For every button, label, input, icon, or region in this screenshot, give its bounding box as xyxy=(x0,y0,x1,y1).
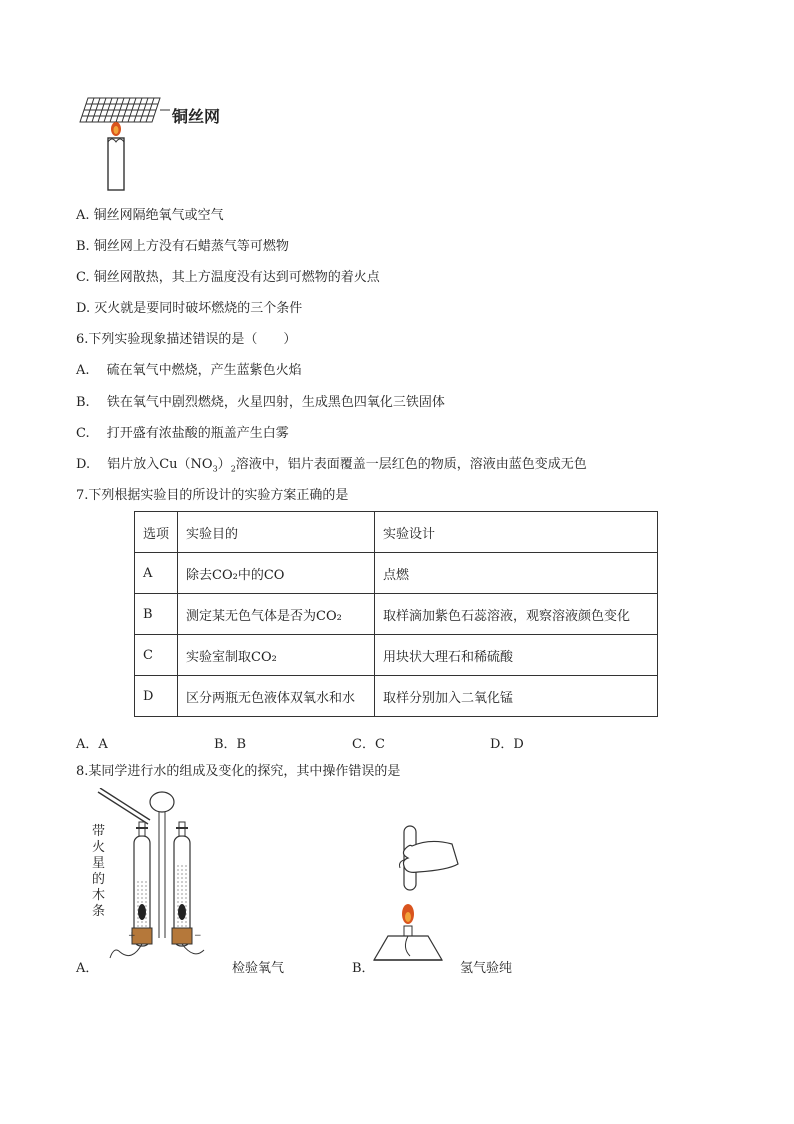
table-cell: A xyxy=(135,553,178,594)
table-header-cell: 实验目的 xyxy=(178,512,375,553)
table-header-cell: 选项 xyxy=(135,512,178,553)
q6-stem: 6.下列实验现象描述错误的是（ ） xyxy=(76,332,297,347)
q8-stem: 8.某同学进行水的组成及变化的探究，其中操作错误的是 xyxy=(76,764,401,779)
table-cell: 取样滴加紫色石蕊溶液，观察溶液颜色变化 xyxy=(375,594,658,635)
q5-option-a: A. 铜丝网隔绝氧气或空气 xyxy=(76,208,224,223)
table-row xyxy=(135,594,658,635)
q6-option-d-prefix: D. 铝片放入Cu（NO xyxy=(76,457,213,472)
stick-label-char: 木 xyxy=(92,888,106,903)
table-cell: 除去CO₂中的CO xyxy=(178,553,375,594)
hydrogen-purity-test-figure xyxy=(368,822,464,972)
table-cell: 区分两瓶无色液体双氧水和水 xyxy=(178,676,375,717)
q8-option-b-caption: 氢气验纯 xyxy=(460,961,513,976)
stick-label-char: 火 xyxy=(92,840,106,855)
table-header-cell: 实验设计 xyxy=(375,512,658,553)
q7-table xyxy=(134,511,658,717)
q7-answer-c: C．C xyxy=(352,737,385,752)
electrolysis-apparatus-figure xyxy=(92,788,212,973)
table-cell: 实验室制取CO₂ xyxy=(178,635,375,676)
table-cell: B xyxy=(135,594,178,635)
table-cell: 点燃 xyxy=(375,553,658,594)
table-header-row xyxy=(135,512,658,553)
table-cell: 测定某无色气体是否为CO₂ xyxy=(178,594,375,635)
table-cell: 用块状大理石和稀硫酸 xyxy=(375,635,658,676)
svg-text:−: − xyxy=(194,931,202,941)
q6-option-b: B. 铁在氧气中剧烈燃烧，火星四射，生成黑色四氧化三铁固体 xyxy=(76,395,445,410)
q8-option-b-letter: B． xyxy=(352,961,375,976)
q6-option-a: A. 硫在氧气中燃烧，产生蓝紫色火焰 xyxy=(76,363,302,378)
q5-option-d: D. 灭火就是要同时破坏燃烧的三个条件 xyxy=(76,301,303,316)
stick-label-char: 带 xyxy=(92,824,106,839)
table-row xyxy=(135,635,658,676)
stick-label xyxy=(92,824,108,920)
q8-option-a-letter: A． xyxy=(76,961,99,976)
q5-option-b: B. 铜丝网上方没有石蜡蒸气等可燃物 xyxy=(76,239,289,254)
q6-option-d-sub3: 3 xyxy=(212,464,218,474)
table-cell: D xyxy=(135,676,178,717)
stick-label-char: 条 xyxy=(92,904,106,919)
q6-option-d-sub2: 2 xyxy=(230,464,236,474)
stick-label-char: 的 xyxy=(92,872,106,887)
table-cell: C xyxy=(135,635,178,676)
table-cell: 取样分别加入二氧化锰 xyxy=(375,676,658,717)
q6-option-d xyxy=(76,457,587,478)
q7-answer-b: B．B xyxy=(214,737,247,752)
q6-option-d-rest: 溶液中，铝片表面覆盖一层红色的物质，溶液由蓝色变成无色 xyxy=(235,457,587,472)
q7-answer-d: D．D xyxy=(490,737,524,752)
copper-mesh-label: 铜丝网 xyxy=(172,107,221,126)
svg-text:+: + xyxy=(128,931,136,941)
table-row xyxy=(135,553,658,594)
table-row xyxy=(135,676,658,717)
q8-option-a-caption: 检验氧气 xyxy=(232,961,285,976)
q7-answer-a: A．A xyxy=(76,737,108,752)
q6-option-c: C. 打开盛有浓盐酸的瓶盖产生白雾 xyxy=(76,426,289,441)
q5-option-c: C. 铜丝网散热，其上方温度没有达到可燃物的着火点 xyxy=(76,270,380,285)
q6-option-d-mid: ） xyxy=(217,457,231,472)
stick-label-char: 星 xyxy=(92,856,106,871)
q7-stem: 7.下列根据实验目的所设计的实验方案正确的是 xyxy=(76,488,349,503)
